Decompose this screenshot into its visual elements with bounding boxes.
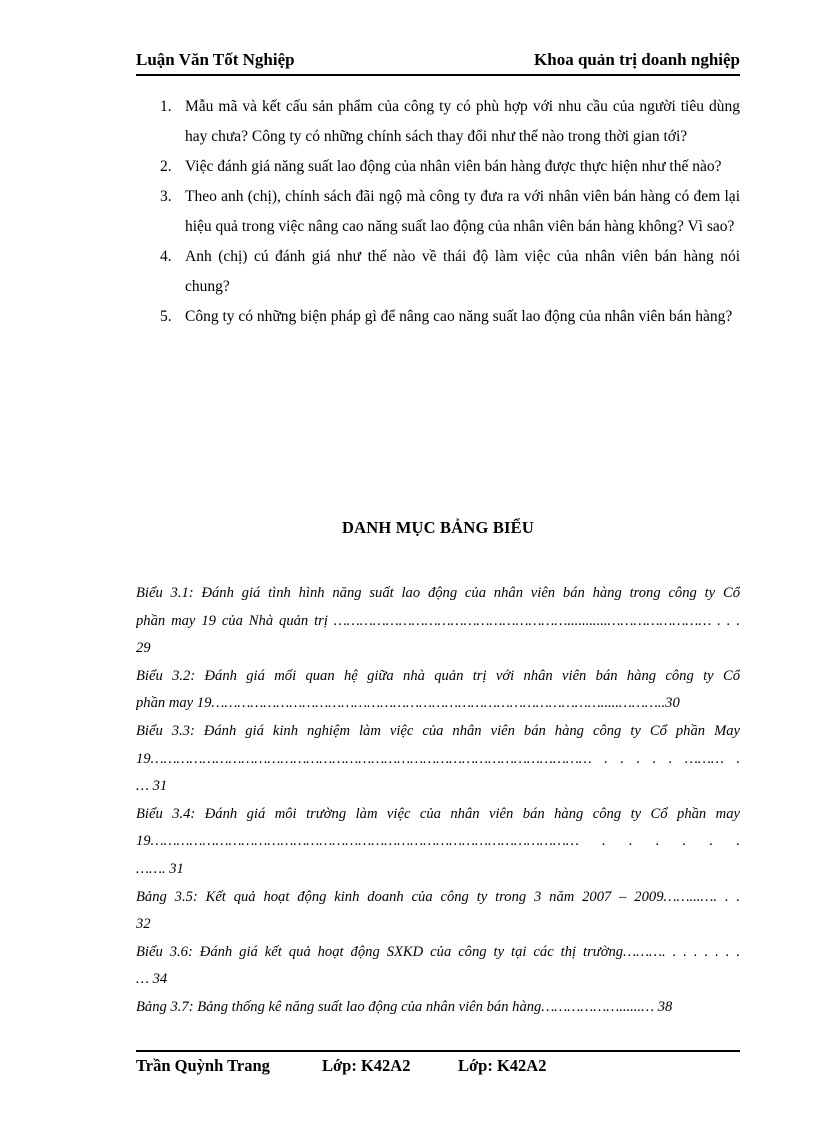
question-list [160, 92, 740, 332]
toc-line: 19……………………………………………………………………………………… . . . . . . [136, 833, 740, 850]
toc-entry[interactable] [136, 580, 740, 663]
question-text: Mẫu mã và kết cấu sản phẩm của công ty có phù hợp với nhu cầu của người tiêu dùng hay chưa? Công ty có những chính sách thay đổi như thế nào trong thời gian tới? [185, 98, 740, 145]
table-of-figures [136, 580, 740, 1022]
question-item [160, 242, 740, 302]
toc-line: 19………………………………………………………………………………………… . . . . . ……… . [136, 750, 740, 767]
question-number: 4. [160, 248, 172, 265]
toc-line: Bảng 3.7: Bảng thống kê năng suất lao động của nhân viên bán hàng………………......… 38 [136, 998, 673, 1015]
toc-entry[interactable] [136, 994, 740, 1022]
toc-page-number: 29 [136, 640, 151, 657]
toc-line: Biểu 3.1: Đánh giá tình hình năng suất lao động của nhân viên bán hàng trong công ty Cổ [136, 585, 740, 601]
toc-entry[interactable] [136, 884, 740, 939]
question-item [160, 302, 740, 332]
toc-page-number: ……. 31 [136, 860, 184, 877]
page-footer [136, 1056, 740, 1080]
header-rule [136, 74, 740, 76]
footer-rule [136, 1050, 740, 1052]
toc-page-number: 32 [136, 916, 151, 933]
page-header [136, 50, 740, 74]
toc-entry[interactable] [136, 939, 740, 994]
toc-line: Biểu 3.2: Đánh giá mối quan hệ giữa nhà quản trị với nhân viên bán hàng công ty Cổ [136, 667, 740, 684]
toc-line: Biểu 3.6: Đánh giá kết quả hoạt động SXKD của công ty tại các thị trường………. . . . . . . . [136, 943, 740, 960]
question-item [160, 152, 740, 182]
question-number: 1. [160, 98, 172, 115]
toc-entry[interactable] [136, 801, 740, 884]
toc-line: Biểu 3.4: Đánh giá môi trường làm việc của nhân viên bán hàng công ty Cổ phần may [136, 805, 740, 822]
question-item [160, 182, 740, 242]
toc-line: phần may 19……………………………………………………………………………….....………..30 [136, 695, 680, 712]
question-text: Anh (chị) cú đánh giá như thế nào về thái độ làm việc của nhân viên bán hàng nói chung? [185, 248, 740, 295]
toc-entry[interactable] [136, 718, 740, 801]
question-number: 5. [160, 308, 172, 325]
toc-line: Biểu 3.3: Đánh giá kinh nghiệm làm việc của nhân viên bán hàng công ty Cổ phần May [136, 722, 740, 739]
question-number: 2. [160, 158, 172, 175]
question-item [160, 92, 740, 152]
toc-line: Bảng 3.5: Kết quả hoạt động kinh doanh của công ty trong 3 năm 2007 – 2009……...…. . . [136, 888, 740, 905]
toc-page-number: … 34 [136, 971, 168, 988]
header-thesis-title: Luận Văn Tốt Nghiệp [136, 50, 295, 69]
footer-class: Lớp: K42A2 [322, 1056, 411, 1075]
toc-line: phần may 19 của Nhà quản trị ………………………………………………...........…………………… . . . [136, 612, 740, 629]
footer-author-name: Trần Quỳnh Trang [136, 1056, 270, 1075]
question-number: 3. [160, 188, 172, 205]
toc-page-number: … 31 [136, 778, 168, 795]
toc-entry[interactable] [136, 663, 740, 718]
header-faculty: Khoa quản trị doanh nghiệp [534, 50, 740, 69]
question-text: Công ty có những biện pháp gì để nâng cao năng suất lao động của nhân viên bán hàng? [185, 308, 733, 325]
section-title: DANH MỤC BẢNG BIỂU [342, 518, 534, 537]
footer-class: Lớp: K42A2 [458, 1056, 547, 1075]
question-text: Việc đánh giá năng suất lao động của nhân viên bán hàng được thực hiện như thế nào? [185, 158, 722, 175]
question-text: Theo anh (chị), chính sách đãi ngộ mà công ty đưa ra với nhân viên bán hàng có đem lại hiệu quả trong việc nâng cao năng suất lao động của nhân viên bán hàng không? Vì sao? [185, 188, 740, 235]
